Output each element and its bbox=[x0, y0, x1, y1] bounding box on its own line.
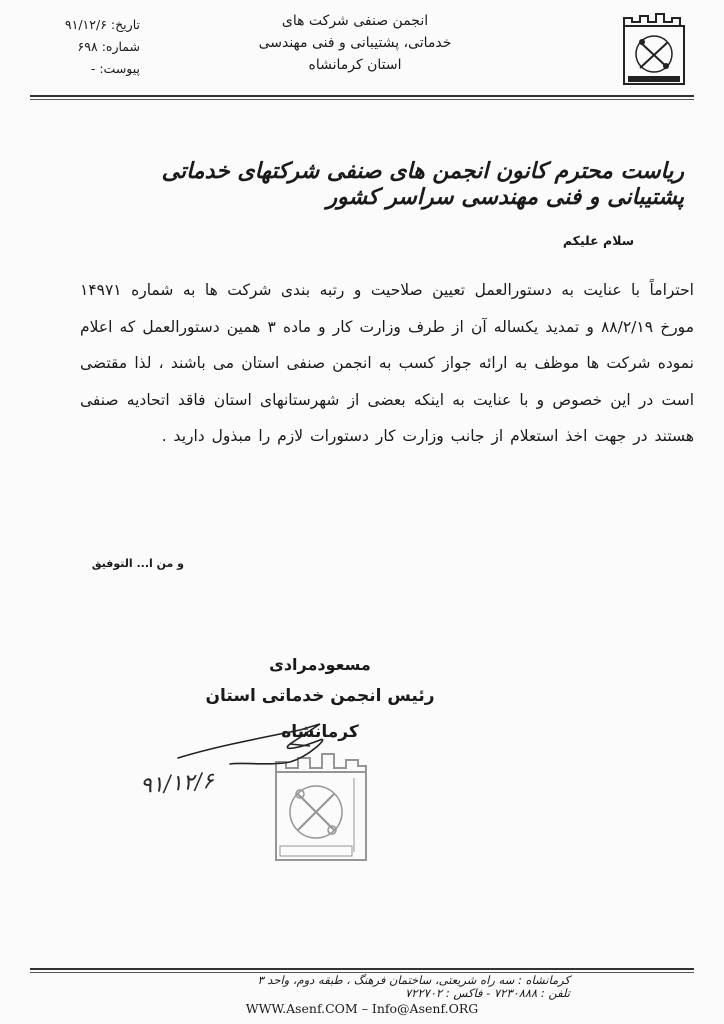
official-stamp bbox=[268, 752, 374, 864]
header-divider bbox=[30, 95, 694, 97]
association-logo bbox=[618, 12, 690, 92]
addressee: ریاست محترم کانون انجمن های صنفی شرکتهای خدماتی پشتیبانی و فنی مهندسی سراسر کشور bbox=[161, 158, 684, 210]
meta-date-value: ۹۱/۱۲/۶ bbox=[64, 17, 107, 32]
meta-number-label: شماره: bbox=[101, 39, 140, 54]
meta-number-value: ۶۹۸ bbox=[77, 39, 98, 54]
meta-attachment-value: - bbox=[90, 61, 96, 76]
footer-address: کرمانشاه : سه راه شریعتی، ساختمان فرهنگ ، طبقه دوم، واحد ۳ bbox=[257, 973, 570, 987]
closing: و من ا... التوفیق bbox=[91, 557, 184, 570]
org-line-3: استان کرمانشاه bbox=[308, 57, 402, 73]
footer-divider bbox=[30, 968, 694, 970]
signer-title: رئیس انجمن خدماتی استان کرمانشاه bbox=[205, 686, 435, 742]
greeting: سلام علیکم bbox=[562, 233, 634, 248]
organization-name bbox=[230, 10, 480, 76]
footer-phone: تلفن : ۷۲۳۰۸۸۸ - فاکس : ۷۲۲۷۰۲ bbox=[405, 986, 570, 1000]
meta-date bbox=[28, 14, 140, 36]
meta-date-label: تاریخ: bbox=[110, 17, 140, 32]
letter-meta bbox=[28, 14, 140, 80]
meta-number bbox=[28, 36, 140, 58]
footer-web: WWW.Asenf.COM – Info@Asenf.ORG bbox=[245, 1001, 479, 1016]
header-divider-thin bbox=[30, 99, 694, 100]
meta-attachment bbox=[28, 58, 140, 80]
letter-body: احتراماً با عنایت به دستورالعمل تعیین صلاحیت و رتبه بندی شرکت ها به شماره ۱۴۹۷۱ مورخ ۸۸/۲/۱۹ و تمدید یکساله آن از طرف وزارت کار و ماده ۳ همین دستورالعمل که اعلام نموده شرکت ها موظف به ارائه جواز کسب به انجمن صنفی استان می باشند ، لذا مقتضی است در این خصوص و با عنایت به اینکه بعضی از شهرستانهای استان فاقد اتحادیه صنفی هستند در جهت اخذ استعلام از جانب وزارت کار دستورات لازم را مبذول دارید . bbox=[80, 281, 694, 445]
footer-contact bbox=[170, 974, 570, 1000]
handwritten-date: ۹۱/۱۲/۶ bbox=[139, 768, 215, 799]
org-line-1: انجمن صنفی شرکت های bbox=[281, 13, 429, 29]
signer-name: مسعودمرادی bbox=[269, 655, 371, 674]
org-line-2: خدماتی، پشتیبانی و فنی مهندسی bbox=[258, 35, 452, 51]
meta-attachment-label: پیوست: bbox=[99, 61, 140, 76]
